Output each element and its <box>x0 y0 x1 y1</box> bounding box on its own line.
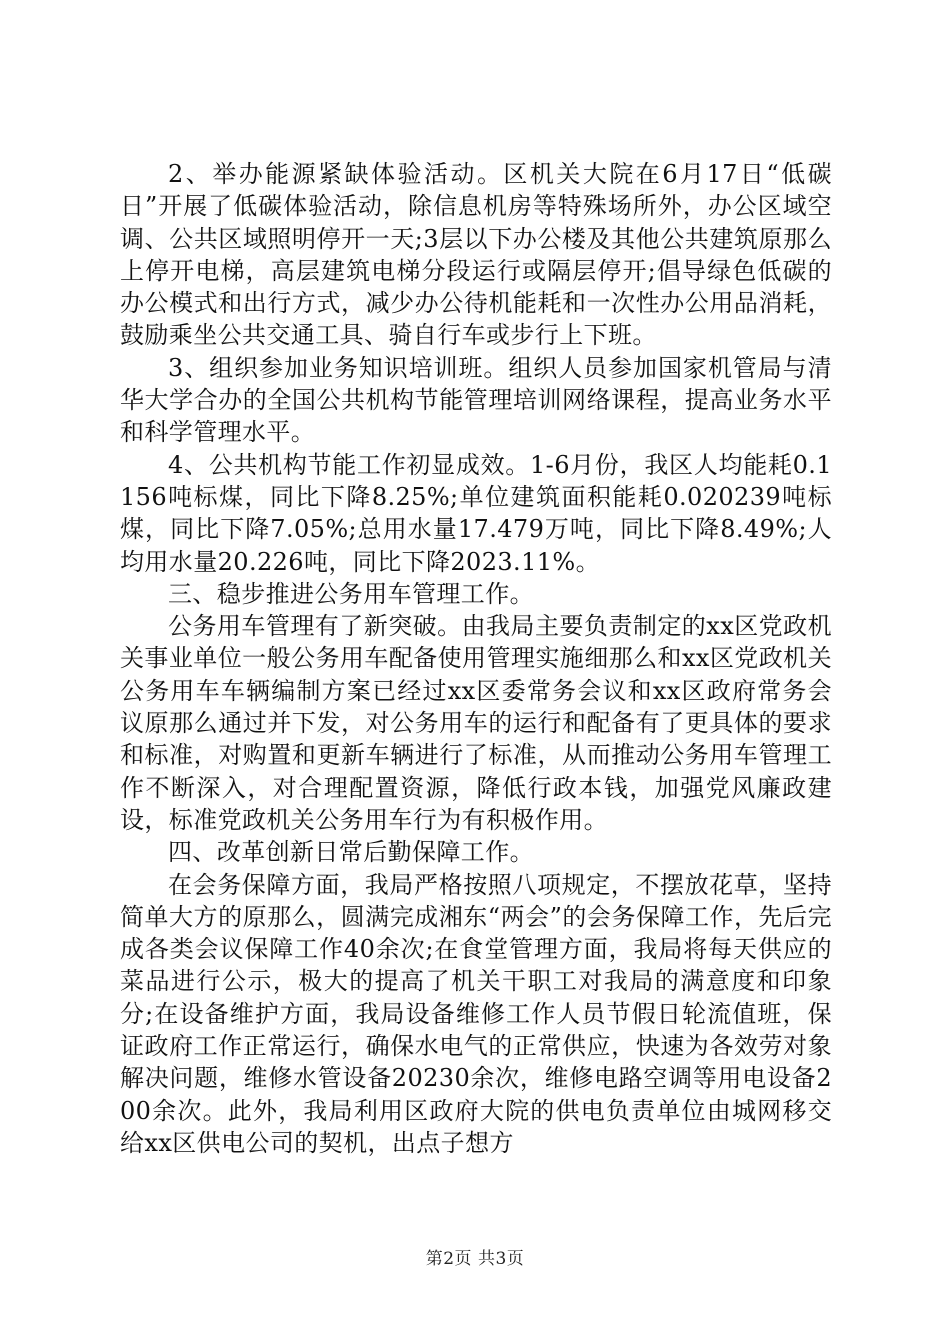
section-heading-logistics-support: 四、改革创新日常后勤保障工作。 <box>168 838 534 867</box>
paragraph-vehicle-management: 公务用车管理有了新突破。由我局主要负责制定的xx区党政机关事业单位一般公务用车配备使用管理实施细那么和xx区党政机关公务用车车辆编制方案已经过xx区委常务会议和xx区政府常务会议原那么通过并下发，对公务用车的运行和配备有了更具体的要求和标准，对购置和更新车辆进行了标准，从而推动公务用车管理工作不断深入，对合理配置资源，降低行政本钱，加强党风廉政建设，标准党政机关公务用车行为有积极作用。 <box>120 612 832 834</box>
document-body <box>120 158 832 1159</box>
page-number-footer: 第2页 共3页 <box>425 1249 525 1269</box>
section-heading-vehicle-management: 三、稳步推进公务用车管理工作。 <box>168 579 534 608</box>
paragraph-energy-saving-results: 4、公共机构节能工作初显成效。1-6月份，我区人均能耗0.1156吨标煤，同比下降8.25%;单位建筑面积能耗0.020239吨标煤，同比下降7.05%;总用水量17.479万吨，同比下降8.49%;人均用水量20.226吨，同比下降2023.11%。 <box>120 450 832 576</box>
paragraph-energy-shortage-activity: 2、举办能源紧缺体验活动。区机关大院在6月17日“低碳日”开展了低碳体验活动，除信息机房等特殊场所外，办公区域空调、公共区域照明停开一天;3层以下办公楼及其他公共建筑原那么上停开电梯，高层建筑电梯分段运行或隔层停开;倡导绿色低碳的办公模式和出行方式，减少办公待机能耗和一次性办公用品消耗，鼓励乘坐公共交通工具、骑自行车或步行上下班。 <box>120 160 832 350</box>
paragraph-logistics-support: 在会务保障方面，我局严格按照八项规定，不摆放花草，坚持简单大方的原那么，圆满完成湘东“两会”的会务保障工作，先后完成各类会议保障工作40余次;在食堂管理方面，我局将每天供应的菜品进行公示，极大的提高了机关干职工对我局的满意度和印象分;在设备维护方面，我局设备维修工作人员节假日轮流值班，保证政府工作正常运行，确保水电气的正常供应，快速为各效劳对象解决问题，维修水管设备20230余次，维修电路空调等用电设备200余次。此外，我局利用区政府大院的供电负责单位由城网移交给xx区供电公司的契机，出点子想方 <box>120 870 832 1157</box>
paragraph-training-course: 3、组织参加业务知识培训班。组织人员参加国家机管局与清华大学合办的全国公共机构节能管理培训网络课程，提高业务水平和科学管理水平。 <box>120 353 832 447</box>
